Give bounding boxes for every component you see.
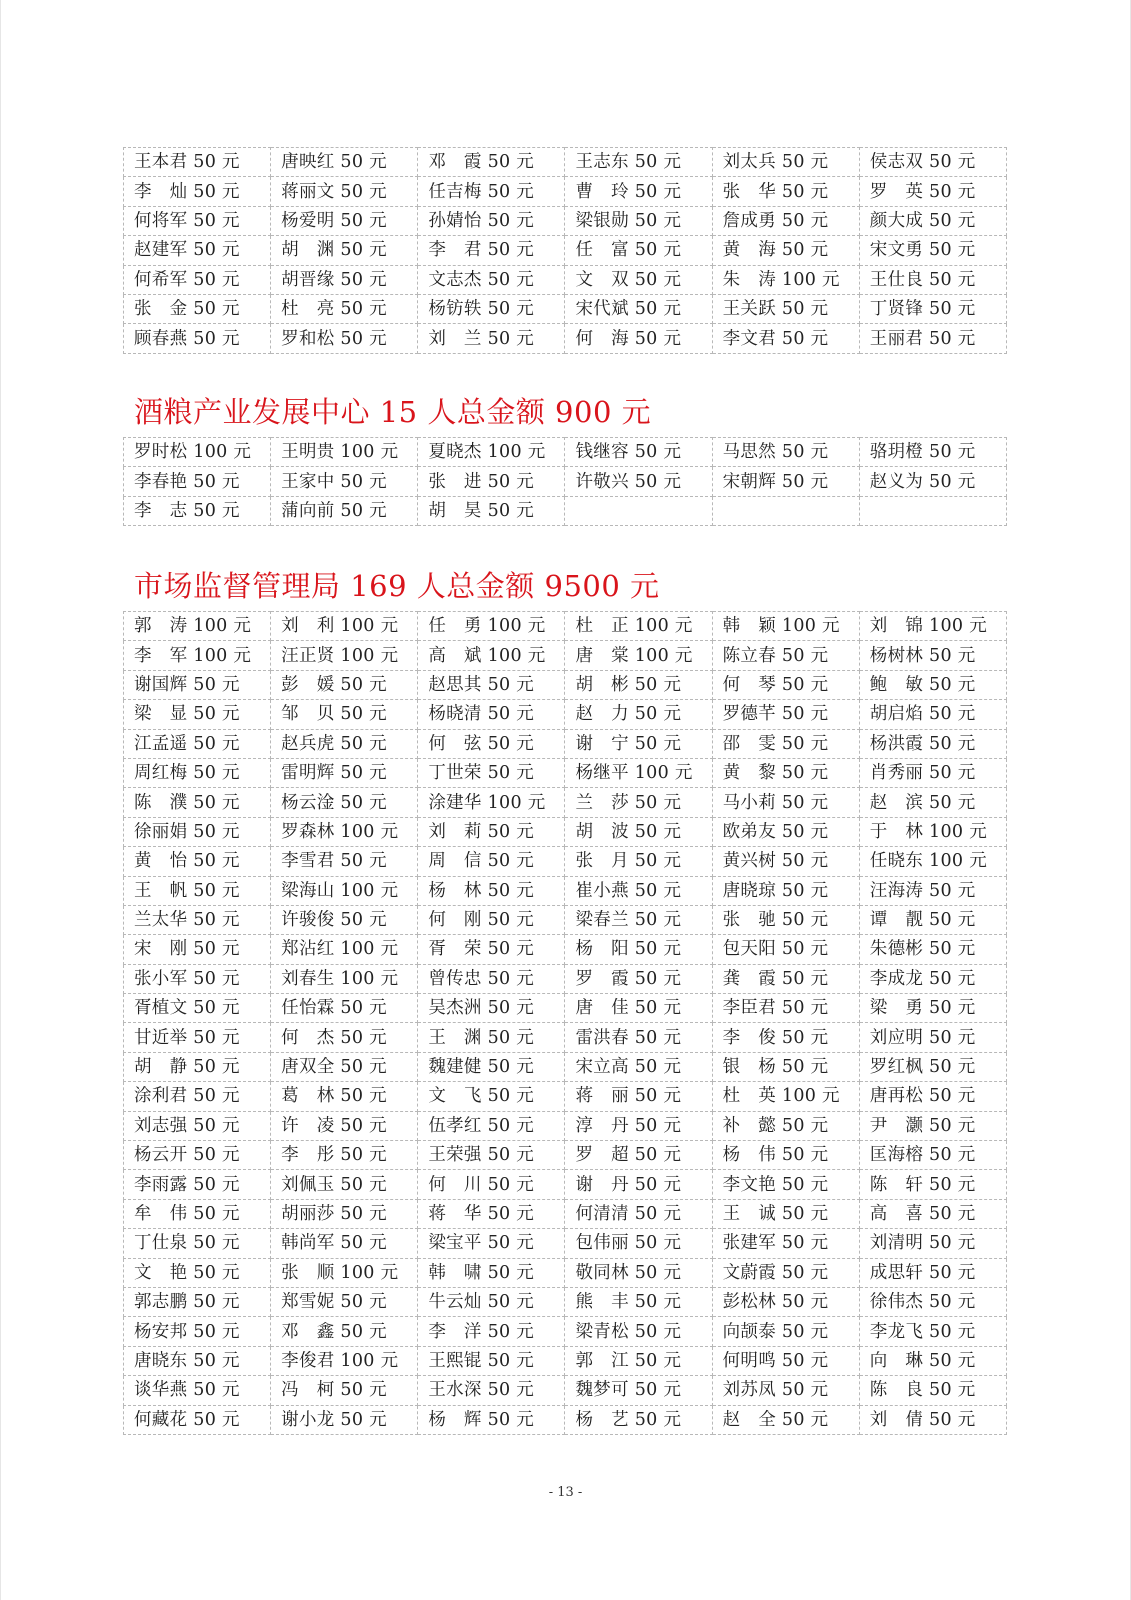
- roster-table-market-supervision: [123, 611, 1007, 1435]
- table-row: [124, 1287, 1007, 1316]
- donor-cell: 赵建军 50 元: [124, 236, 271, 265]
- donor-cell: 文蔚霞 50 元: [712, 1258, 859, 1287]
- donor-cell: 高 斌 100 元: [418, 641, 565, 670]
- donor-cell: 何 刚 50 元: [418, 905, 565, 934]
- donor-cell: 欧弟友 50 元: [712, 817, 859, 846]
- donor-cell: 谢小龙 50 元: [271, 1405, 418, 1434]
- donor-cell: 甘近举 50 元: [124, 1023, 271, 1052]
- donor-cell: 淳 丹 50 元: [565, 1111, 712, 1140]
- roster-table: [123, 147, 1007, 354]
- donor-cell: 许骏俊 50 元: [271, 905, 418, 934]
- donor-cell: 王水深 50 元: [418, 1376, 565, 1405]
- donor-cell: 汪海涛 50 元: [859, 876, 1006, 905]
- donor-cell: 任怡霖 50 元: [271, 994, 418, 1023]
- donor-cell: 任 勇 100 元: [418, 612, 565, 641]
- donor-cell: 许敬兴 50 元: [565, 467, 712, 496]
- donor-cell: [565, 496, 712, 525]
- donor-cell: 李文艳 50 元: [712, 1170, 859, 1199]
- table-row: [124, 294, 1007, 323]
- donor-cell: 杨云淦 50 元: [271, 788, 418, 817]
- table-row: [124, 670, 1007, 699]
- donor-cell: 骆玥橙 50 元: [859, 438, 1006, 467]
- donor-cell: 颜大成 50 元: [859, 206, 1006, 235]
- donor-cell: 杨 伟 50 元: [712, 1141, 859, 1170]
- donor-cell: 郭 涛 100 元: [124, 612, 271, 641]
- table-row: [124, 935, 1007, 964]
- donor-cell: 谭 靓 50 元: [859, 905, 1006, 934]
- donor-cell: 李 彤 50 元: [271, 1141, 418, 1170]
- table-row: [124, 1023, 1007, 1052]
- donor-cell: 刘志强 50 元: [124, 1111, 271, 1140]
- donor-cell: [712, 496, 859, 525]
- donor-cell: 罗红枫 50 元: [859, 1052, 1006, 1081]
- donor-cell: 杨 辉 50 元: [418, 1405, 565, 1434]
- donor-cell: 李春艳 50 元: [124, 467, 271, 496]
- table-row: [124, 1376, 1007, 1405]
- donor-cell: 李雨露 50 元: [124, 1170, 271, 1199]
- donor-cell: 吴杰洲 50 元: [418, 994, 565, 1023]
- donor-cell: 罗德芊 50 元: [712, 700, 859, 729]
- donor-cell: 邵 雯 50 元: [712, 729, 859, 758]
- donor-cell: 涂利君 50 元: [124, 1082, 271, 1111]
- donor-cell: 王本君 50 元: [124, 148, 271, 177]
- donor-cell: 冯 柯 50 元: [271, 1376, 418, 1405]
- donor-cell: 周红梅 50 元: [124, 758, 271, 787]
- donor-cell: 兰太华 50 元: [124, 905, 271, 934]
- donor-cell: 张 顺 100 元: [271, 1258, 418, 1287]
- donor-cell: 顾春燕 50 元: [124, 324, 271, 353]
- donor-cell: 陈 良 50 元: [859, 1376, 1006, 1405]
- donor-cell: 高 喜 50 元: [859, 1199, 1006, 1228]
- donor-cell: 张小军 50 元: [124, 964, 271, 993]
- donor-cell: 任 富 50 元: [565, 236, 712, 265]
- donor-cell: 赵 全 50 元: [712, 1405, 859, 1434]
- donor-cell: 梁 显 50 元: [124, 700, 271, 729]
- donor-cell: 何明鸣 50 元: [712, 1346, 859, 1375]
- donor-cell: 郭 江 50 元: [565, 1346, 712, 1375]
- donor-cell: 宋文勇 50 元: [859, 236, 1006, 265]
- donor-cell: 成思轩 50 元: [859, 1258, 1006, 1287]
- donor-cell: 李 军 100 元: [124, 641, 271, 670]
- donor-cell: 杨云开 50 元: [124, 1141, 271, 1170]
- donor-cell: 黄 黎 50 元: [712, 758, 859, 787]
- donor-cell: 李 君 50 元: [418, 236, 565, 265]
- donor-cell: 胥 荣 50 元: [418, 935, 565, 964]
- donor-cell: 杜 英 100 元: [712, 1082, 859, 1111]
- donor-cell: 何 川 50 元: [418, 1170, 565, 1199]
- donor-cell: 刘春生 100 元: [271, 964, 418, 993]
- donor-cell: 徐伟杰 50 元: [859, 1287, 1006, 1316]
- donor-cell: 何清清 50 元: [565, 1199, 712, 1228]
- donor-cell: 朱 涛 100 元: [712, 265, 859, 294]
- donor-cell: 王 诚 50 元: [712, 1199, 859, 1228]
- page-number: - 13 -: [548, 1485, 583, 1500]
- donor-cell: 宋朝辉 50 元: [712, 467, 859, 496]
- donor-cell: 王熙锟 50 元: [418, 1346, 565, 1375]
- donor-cell: [859, 496, 1006, 525]
- donor-cell: 任吉梅 50 元: [418, 177, 565, 206]
- donor-cell: 周 信 50 元: [418, 847, 565, 876]
- donor-cell: 胡晋缘 50 元: [271, 265, 418, 294]
- donor-cell: 胡丽莎 50 元: [271, 1199, 418, 1228]
- table-row: [124, 700, 1007, 729]
- table-row: [124, 641, 1007, 670]
- table-row: [124, 612, 1007, 641]
- donor-cell: 葛 林 50 元: [271, 1082, 418, 1111]
- donor-cell: 赵 力 50 元: [565, 700, 712, 729]
- donor-cell: 郭志鹏 50 元: [124, 1287, 271, 1316]
- donor-cell: 补 懿 50 元: [712, 1111, 859, 1140]
- donor-cell: 唐 佳 50 元: [565, 994, 712, 1023]
- donor-cell: 何希军 50 元: [124, 265, 271, 294]
- donor-cell: 钱继容 50 元: [565, 438, 712, 467]
- donor-cell: 邓 霞 50 元: [418, 148, 565, 177]
- table-row: [124, 1258, 1007, 1287]
- donor-cell: 包伟丽 50 元: [565, 1229, 712, 1258]
- donor-cell: 曹 玲 50 元: [565, 177, 712, 206]
- donor-cell: 胡 彬 50 元: [565, 670, 712, 699]
- donor-cell: 赵兵虎 50 元: [271, 729, 418, 758]
- donor-cell: 侯志双 50 元: [859, 148, 1006, 177]
- donor-cell: 雷洪春 50 元: [565, 1023, 712, 1052]
- donor-cell: 刘苏凤 50 元: [712, 1376, 859, 1405]
- donor-cell: 杨 阳 50 元: [565, 935, 712, 964]
- donor-cell: 李 志 50 元: [124, 496, 271, 525]
- donor-cell: 唐 棠 100 元: [565, 641, 712, 670]
- table-row: [124, 817, 1007, 846]
- table-row: [124, 729, 1007, 758]
- donor-cell: 鲍 敏 50 元: [859, 670, 1006, 699]
- donor-cell: 江孟遥 50 元: [124, 729, 271, 758]
- donor-cell: 刘 兰 50 元: [418, 324, 565, 353]
- donor-cell: 刘 莉 50 元: [418, 817, 565, 846]
- donor-cell: 文 双 50 元: [565, 265, 712, 294]
- donor-cell: 杜 亮 50 元: [271, 294, 418, 323]
- donor-cell: 刘 锦 100 元: [859, 612, 1006, 641]
- donor-cell: 文志杰 50 元: [418, 265, 565, 294]
- donor-cell: 李臣君 50 元: [712, 994, 859, 1023]
- donor-cell: 张 月 50 元: [565, 847, 712, 876]
- donor-cell: 文 艳 50 元: [124, 1258, 271, 1287]
- donor-cell: 陈 濮 50 元: [124, 788, 271, 817]
- donor-cell: 李 灿 50 元: [124, 177, 271, 206]
- donor-cell: 胡 波 50 元: [565, 817, 712, 846]
- donor-cell: 雷明辉 50 元: [271, 758, 418, 787]
- donor-cell: 黄兴树 50 元: [712, 847, 859, 876]
- donor-cell: 杨 艺 50 元: [565, 1405, 712, 1434]
- donor-cell: 敬同林 50 元: [565, 1258, 712, 1287]
- donor-cell: 肖秀丽 50 元: [859, 758, 1006, 787]
- donor-cell: 唐晓东 50 元: [124, 1346, 271, 1375]
- donor-cell: 王家中 50 元: [271, 467, 418, 496]
- donor-cell: 匡海榕 50 元: [859, 1141, 1006, 1170]
- donor-cell: 胡启焰 50 元: [859, 700, 1006, 729]
- donor-cell: 夏晓杰 100 元: [418, 438, 565, 467]
- donor-cell: 罗和松 50 元: [271, 324, 418, 353]
- donor-cell: 韩 颖 100 元: [712, 612, 859, 641]
- donor-cell: 丁贤锋 50 元: [859, 294, 1006, 323]
- donor-cell: 郑沾红 100 元: [271, 935, 418, 964]
- donor-cell: 张 进 50 元: [418, 467, 565, 496]
- donor-cell: 赵 滨 50 元: [859, 788, 1006, 817]
- donor-cell: 杨 林 50 元: [418, 876, 565, 905]
- donor-cell: 何将军 50 元: [124, 206, 271, 235]
- table-row: [124, 177, 1007, 206]
- donor-cell: 龚 霞 50 元: [712, 964, 859, 993]
- donor-cell: 李俊君 100 元: [271, 1346, 418, 1375]
- table-row: [124, 964, 1007, 993]
- donor-cell: 何 海 50 元: [565, 324, 712, 353]
- donor-cell: 刘佩玉 50 元: [271, 1170, 418, 1199]
- donor-cell: 梁青松 50 元: [565, 1317, 712, 1346]
- donor-cell: 梁春兰 50 元: [565, 905, 712, 934]
- donor-cell: 魏建健 50 元: [418, 1052, 565, 1081]
- table-row: [124, 758, 1007, 787]
- donor-cell: 王明贵 100 元: [271, 438, 418, 467]
- donor-cell: 牟 伟 50 元: [124, 1199, 271, 1228]
- donor-cell: 张 驰 50 元: [712, 905, 859, 934]
- table-row: [124, 1229, 1007, 1258]
- table-row: [124, 148, 1007, 177]
- roster-table-jiuliang: [123, 437, 1007, 526]
- section-heading-jiuliang: 酒粮产业发展中心 15 人总金额 900 元: [134, 395, 652, 429]
- donor-cell: 唐双全 50 元: [271, 1052, 418, 1081]
- donor-cell: 彭松林 50 元: [712, 1287, 859, 1316]
- donor-cell: 李成龙 50 元: [859, 964, 1006, 993]
- donor-cell: 胥植文 50 元: [124, 994, 271, 1023]
- donor-cell: 刘 倩 50 元: [859, 1405, 1006, 1434]
- table-row: [124, 496, 1007, 525]
- donor-cell: 李雪君 50 元: [271, 847, 418, 876]
- donor-cell: 张 金 50 元: [124, 294, 271, 323]
- donor-cell: 熊 丰 50 元: [565, 1287, 712, 1316]
- table-row: [124, 1111, 1007, 1140]
- donor-cell: 韩尚军 50 元: [271, 1229, 418, 1258]
- roster-table: [123, 611, 1007, 1435]
- donor-cell: 何 杰 50 元: [271, 1023, 418, 1052]
- donor-cell: 马小莉 50 元: [712, 788, 859, 817]
- donor-cell: 李 俊 50 元: [712, 1023, 859, 1052]
- donor-cell: 梁海山 100 元: [271, 876, 418, 905]
- donor-cell: 王荣强 50 元: [418, 1141, 565, 1170]
- donor-cell: 梁 勇 50 元: [859, 994, 1006, 1023]
- donor-cell: 丁仕泉 50 元: [124, 1229, 271, 1258]
- donor-cell: 王关跃 50 元: [712, 294, 859, 323]
- table-row: [124, 1141, 1007, 1170]
- donor-cell: 杨继平 100 元: [565, 758, 712, 787]
- donor-cell: 蒲向前 50 元: [271, 496, 418, 525]
- donor-cell: 谈华燕 50 元: [124, 1376, 271, 1405]
- table-row: [124, 1405, 1007, 1434]
- donor-cell: 汪正贤 100 元: [271, 641, 418, 670]
- donor-cell: 李 洋 50 元: [418, 1317, 565, 1346]
- table-row: [124, 847, 1007, 876]
- donor-cell: 向 琳 50 元: [859, 1346, 1006, 1375]
- donor-cell: 黄 海 50 元: [712, 236, 859, 265]
- donor-cell: 文 飞 50 元: [418, 1082, 565, 1111]
- donor-cell: 刘清明 50 元: [859, 1229, 1006, 1258]
- table-row: [124, 788, 1007, 817]
- donor-cell: 张 华 50 元: [712, 177, 859, 206]
- donor-cell: 杨洪霞 50 元: [859, 729, 1006, 758]
- donor-cell: 杨晓清 50 元: [418, 700, 565, 729]
- donor-cell: 张建军 50 元: [712, 1229, 859, 1258]
- donor-cell: 谢 丹 50 元: [565, 1170, 712, 1199]
- donor-cell: 徐丽娟 50 元: [124, 817, 271, 846]
- donor-cell: 宋立高 50 元: [565, 1052, 712, 1081]
- donor-cell: 涂建华 100 元: [418, 788, 565, 817]
- table-row: [124, 1317, 1007, 1346]
- donor-cell: 詹成勇 50 元: [712, 206, 859, 235]
- donor-cell: 银 杨 50 元: [712, 1052, 859, 1081]
- section-heading-market-supervision: 市场监督管理局 169 人总金额 9500 元: [134, 569, 660, 603]
- donor-cell: 罗森林 100 元: [271, 817, 418, 846]
- donor-cell: 胡 渊 50 元: [271, 236, 418, 265]
- table-row: [124, 467, 1007, 496]
- donor-cell: 韩 啸 50 元: [418, 1258, 565, 1287]
- donor-cell: 王志东 50 元: [565, 148, 712, 177]
- donor-cell: 蒋 华 50 元: [418, 1199, 565, 1228]
- donor-cell: 许 凌 50 元: [271, 1111, 418, 1140]
- table-row: [124, 1052, 1007, 1081]
- donor-cell: 郑雪妮 50 元: [271, 1287, 418, 1316]
- table-row: [124, 994, 1007, 1023]
- donor-cell: 梁宝平 50 元: [418, 1229, 565, 1258]
- donor-cell: 罗 霞 50 元: [565, 964, 712, 993]
- donor-cell: 向颉泰 50 元: [712, 1317, 859, 1346]
- roster-table: [123, 437, 1007, 526]
- donor-cell: 陈立春 50 元: [712, 641, 859, 670]
- donor-cell: 刘太兵 50 元: [712, 148, 859, 177]
- donor-cell: 罗 超 50 元: [565, 1141, 712, 1170]
- donor-cell: 邹 贝 50 元: [271, 700, 418, 729]
- donor-cell: 梁银勋 50 元: [565, 206, 712, 235]
- donor-cell: 陈 轩 50 元: [859, 1170, 1006, 1199]
- donor-cell: 唐晓琼 50 元: [712, 876, 859, 905]
- donor-cell: 赵思其 50 元: [418, 670, 565, 699]
- donor-cell: 魏梦可 50 元: [565, 1376, 712, 1405]
- donor-cell: 牛云灿 50 元: [418, 1287, 565, 1316]
- table-row: [124, 1170, 1007, 1199]
- donor-cell: 杜 正 100 元: [565, 612, 712, 641]
- table-row: [124, 265, 1007, 294]
- donor-cell: 何藏花 50 元: [124, 1405, 271, 1434]
- table-row: [124, 438, 1007, 467]
- donor-cell: 李文君 50 元: [712, 324, 859, 353]
- donor-cell: 王仕良 50 元: [859, 265, 1006, 294]
- donor-cell: 崔小燕 50 元: [565, 876, 712, 905]
- donor-cell: 罗时松 100 元: [124, 438, 271, 467]
- table-row: [124, 905, 1007, 934]
- donor-cell: 唐再松 50 元: [859, 1082, 1006, 1111]
- donor-cell: 任晓东 100 元: [859, 847, 1006, 876]
- donor-cell: 于 林 100 元: [859, 817, 1006, 846]
- donor-cell: 包天阳 50 元: [712, 935, 859, 964]
- table-row: [124, 324, 1007, 353]
- donor-cell: 丁世荣 50 元: [418, 758, 565, 787]
- donor-cell: 杨树林 50 元: [859, 641, 1006, 670]
- donor-cell: 蒋丽文 50 元: [271, 177, 418, 206]
- donor-cell: 李龙飞 50 元: [859, 1317, 1006, 1346]
- donor-cell: 黄 怡 50 元: [124, 847, 271, 876]
- donor-cell: 彭 媛 50 元: [271, 670, 418, 699]
- table-row: [124, 1346, 1007, 1375]
- donor-cell: 邓 鑫 50 元: [271, 1317, 418, 1346]
- donor-cell: 马思然 50 元: [712, 438, 859, 467]
- donor-cell: 罗 英 50 元: [859, 177, 1006, 206]
- donor-cell: 孙婧怡 50 元: [418, 206, 565, 235]
- roster-table-continued: [123, 147, 1007, 354]
- donor-cell: 伍孝红 50 元: [418, 1111, 565, 1140]
- donor-cell: 何 弦 50 元: [418, 729, 565, 758]
- donor-cell: 胡 昊 50 元: [418, 496, 565, 525]
- donor-cell: 杨钫轶 50 元: [418, 294, 565, 323]
- donor-cell: 王 渊 50 元: [418, 1023, 565, 1052]
- table-row: [124, 236, 1007, 265]
- donor-cell: 兰 莎 50 元: [565, 788, 712, 817]
- table-row: [124, 1082, 1007, 1111]
- donor-cell: 谢国辉 50 元: [124, 670, 271, 699]
- donor-cell: 曾传忠 50 元: [418, 964, 565, 993]
- donor-cell: 王 帆 50 元: [124, 876, 271, 905]
- donor-cell: 杨爱明 50 元: [271, 206, 418, 235]
- donor-cell: 宋 刚 50 元: [124, 935, 271, 964]
- donor-cell: 宋代斌 50 元: [565, 294, 712, 323]
- donor-cell: 刘 利 100 元: [271, 612, 418, 641]
- table-row: [124, 1199, 1007, 1228]
- table-row: [124, 206, 1007, 235]
- donor-cell: 唐映红 50 元: [271, 148, 418, 177]
- donor-cell: 朱德彬 50 元: [859, 935, 1006, 964]
- donor-cell: 刘应明 50 元: [859, 1023, 1006, 1052]
- donor-cell: 蒋 丽 50 元: [565, 1082, 712, 1111]
- donor-cell: 杨安邦 50 元: [124, 1317, 271, 1346]
- donor-cell: 胡 静 50 元: [124, 1052, 271, 1081]
- donor-cell: 谢 宁 50 元: [565, 729, 712, 758]
- donor-cell: 王丽君 50 元: [859, 324, 1006, 353]
- donor-cell: 尹 灏 50 元: [859, 1111, 1006, 1140]
- table-row: [124, 876, 1007, 905]
- donor-cell: 何 琴 50 元: [712, 670, 859, 699]
- donor-cell: 赵义为 50 元: [859, 467, 1006, 496]
